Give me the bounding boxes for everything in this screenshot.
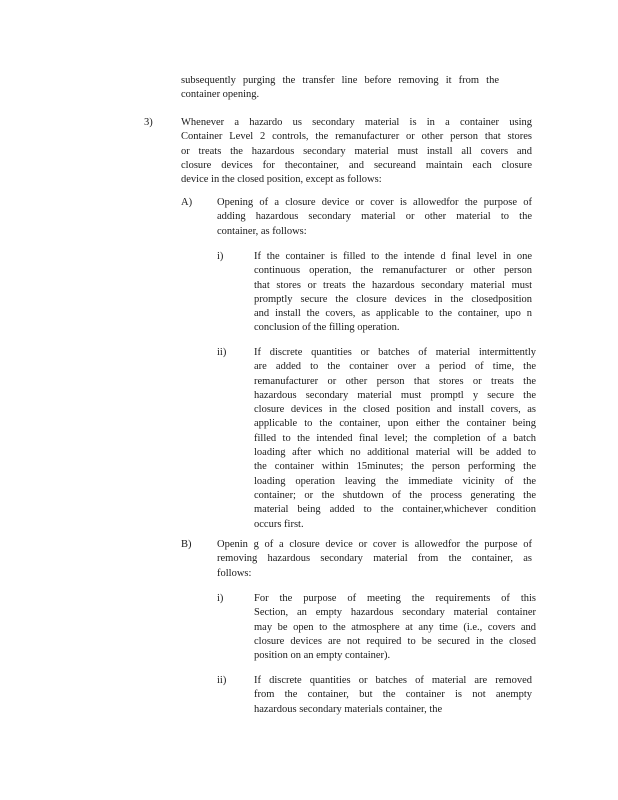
text-line: occurs first.: [254, 518, 304, 530]
item-number-3b-i: i): [217, 593, 224, 604]
item-number-3a-i: i): [217, 251, 224, 262]
text-line: promptly secure the closure devices in the closedposition: [254, 293, 532, 305]
item-3a-i-paragraph: [254, 250, 532, 336]
text-line: Container Level 2 controls, the remanufacturer or other person that stores: [181, 131, 532, 143]
text-line: loading after which no additional material will be added to: [254, 447, 536, 459]
text-line: continuous operation, the remanufacturer or other person: [254, 265, 532, 277]
text-line: If discrete quantities or batches of material intermittently: [254, 347, 536, 358]
text-line: device in the closed position, except as follows:: [181, 174, 382, 186]
text-line: from the container, but the container is not anempty: [254, 689, 532, 701]
text-line: loading operation leaving the immediate vicinity of the: [254, 475, 536, 487]
text-line: If the container is filled to the intende d final level in one: [254, 251, 532, 262]
text-line: hazardous secondary materials container, the: [254, 703, 443, 715]
item-3b-i-paragraph: [254, 592, 536, 663]
item-number-3b: B): [181, 539, 192, 550]
text-line: may be open to the atmosphere at any time (i.e., covers and: [254, 621, 536, 633]
text-line: that stores or treats the hazardous secondary material must: [254, 279, 532, 291]
item-3b-ii-paragraph: [254, 674, 532, 717]
text-line: conclusion of the filling operation.: [254, 322, 400, 334]
text-line: remanufacturer or other person that stores or treats the: [254, 375, 536, 387]
text-line: Section, an empty hazardous secondary material container: [254, 607, 536, 619]
text-line: closure devices are not required to be secured in the closed: [254, 635, 536, 647]
text-line: container opening.: [181, 89, 260, 101]
text-line: container; or the shutdown of the process generating the: [254, 489, 536, 501]
text-line: Openin g of a closure device or cover is allowedfor the purpose of: [217, 539, 532, 550]
item-number-3a-ii: ii): [217, 347, 227, 358]
text-line: Opening of a closure device or cover is allowedfor the purpose of: [217, 197, 532, 208]
text-line: If discrete quantities or batches of material are removed: [254, 675, 532, 686]
text-line: applicable to the container, upon either the container being: [254, 418, 536, 430]
text-line: adding hazardous secondary material or other material to the: [217, 211, 532, 223]
text-line: removing hazardous secondary material from the container, as: [217, 553, 532, 565]
text-line: closure devices in the closed position and install covers, as: [254, 404, 536, 416]
text-line: or treats the hazardous secondary material must install all covers and: [181, 145, 532, 157]
text-line: follows:: [217, 567, 252, 579]
item-3b-paragraph: [217, 538, 532, 581]
item-number-3b-ii: ii): [217, 675, 227, 686]
item-number-3: 3): [144, 117, 153, 128]
item-3a-paragraph: [217, 196, 532, 239]
text-line: hazardous secondary material must promptl y secure the: [254, 389, 536, 401]
text-line: subsequently purging the transfer line before removing it from the: [181, 75, 499, 86]
text-line: closure devices for thecontainer, and secureand maintain each closure: [181, 159, 532, 171]
continuation-paragraph: [181, 74, 499, 103]
text-line: container, as follows:: [217, 225, 307, 237]
text-line: and install the covers, as applicable to the container, upo n: [254, 308, 532, 320]
text-line: material being added to the container,whichever condition: [254, 504, 536, 516]
text-line: For the purpose of meeting the requirements of this: [254, 593, 536, 604]
item-3-paragraph: [181, 116, 532, 187]
text-line: are added to the container over a period of time, the: [254, 361, 536, 373]
item-number-3a: A): [181, 197, 193, 208]
text-line: filled to the intended final level; the completion of a batch: [254, 432, 536, 444]
text-line: the container within 15minutes; the person performing the: [254, 461, 536, 473]
item-3a-ii-paragraph: [254, 346, 536, 532]
text-line: position on an empty container).: [254, 650, 391, 662]
text-line: Whenever a hazardo us secondary material is in a container using: [181, 117, 532, 128]
